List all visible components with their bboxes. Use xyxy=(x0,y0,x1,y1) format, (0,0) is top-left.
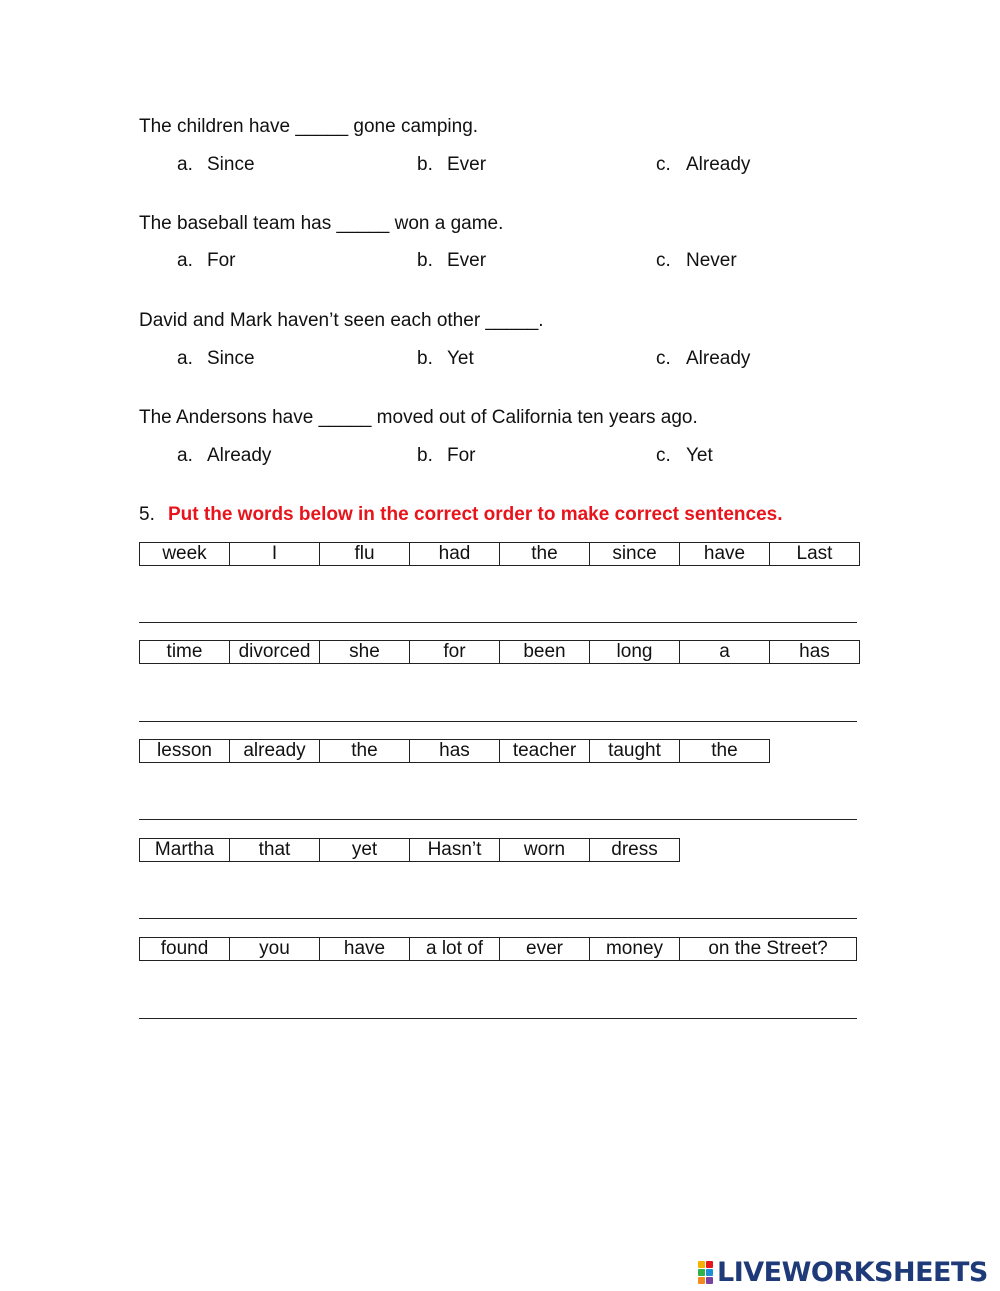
option-text: Ever xyxy=(447,154,487,175)
option-text: Already xyxy=(686,154,751,175)
question-3-option-b[interactable] xyxy=(417,348,474,370)
option-letter: a. xyxy=(177,348,193,369)
logo-block xyxy=(698,1269,705,1276)
word-tile[interactable]: ever xyxy=(500,938,590,961)
word-tile[interactable]: she xyxy=(320,641,410,664)
answer-line-3[interactable] xyxy=(139,819,857,820)
logo-block xyxy=(698,1277,705,1284)
answer-line-2[interactable] xyxy=(139,721,857,722)
logo-block xyxy=(706,1277,713,1284)
word-tile[interactable]: taught xyxy=(590,740,680,763)
word-tile[interactable]: divorced xyxy=(230,641,320,664)
question-2-option-b[interactable] xyxy=(417,250,486,272)
word-tile[interactable]: worn xyxy=(500,839,590,862)
logo-block xyxy=(706,1261,713,1268)
word-tile[interactable]: long xyxy=(590,641,680,664)
option-text: Already xyxy=(686,348,751,369)
word-tile[interactable]: you xyxy=(230,938,320,961)
word-tile[interactable]: the xyxy=(680,740,770,763)
question-4-option-a[interactable] xyxy=(177,445,271,467)
question-3-text: David and Mark haven’t seen each other _____. xyxy=(139,310,544,331)
word-tile[interactable]: lesson xyxy=(140,740,230,763)
word-tile[interactable]: Martha xyxy=(140,839,230,862)
word-tile[interactable]: dress xyxy=(590,839,680,862)
question-3-option-c[interactable] xyxy=(656,348,750,370)
word-tile[interactable]: Hasn’t xyxy=(410,839,500,862)
answer-line-4[interactable] xyxy=(139,918,857,919)
word-tile[interactable]: found xyxy=(140,938,230,961)
option-letter: c. xyxy=(656,348,671,369)
question-2-option-c[interactable] xyxy=(656,250,737,272)
word-tile[interactable]: since xyxy=(590,543,680,566)
word-row-2 xyxy=(139,640,860,664)
word-tile[interactable]: have xyxy=(320,938,410,961)
word-tile[interactable]: the xyxy=(500,543,590,566)
question-3-option-a[interactable] xyxy=(177,348,255,370)
question-4-option-b[interactable] xyxy=(417,445,476,467)
option-text: For xyxy=(447,445,476,466)
word-tile[interactable]: been xyxy=(500,641,590,664)
logo-text: LIVEWORKSHEETS xyxy=(717,1256,988,1288)
word-tile[interactable]: week xyxy=(140,543,230,566)
liveworksheets-logo xyxy=(698,1257,988,1287)
option-letter: a. xyxy=(177,445,193,466)
word-tile[interactable]: the xyxy=(320,740,410,763)
word-tile[interactable]: a lot of xyxy=(410,938,500,961)
question-4-text: The Andersons have _____ moved out of California ten years ago. xyxy=(139,407,698,428)
option-text: Since xyxy=(207,348,255,369)
word-tile[interactable]: that xyxy=(230,839,320,862)
option-text: Never xyxy=(686,250,737,271)
word-row-3 xyxy=(139,739,770,763)
section-5-instruction xyxy=(139,504,783,526)
word-tile[interactable]: teacher xyxy=(500,740,590,763)
option-text: Yet xyxy=(447,348,474,369)
option-text: Ever xyxy=(447,250,487,271)
question-1-option-b[interactable] xyxy=(417,154,486,176)
logo-block xyxy=(698,1261,705,1268)
word-row-5 xyxy=(139,937,857,961)
option-letter: b. xyxy=(417,154,433,175)
word-tile[interactable]: a xyxy=(680,641,770,664)
option-letter: c. xyxy=(656,154,671,175)
answer-line-1[interactable] xyxy=(139,622,857,623)
question-2-option-a[interactable] xyxy=(177,250,236,272)
word-tile[interactable]: I xyxy=(230,543,320,566)
option-letter: b. xyxy=(417,445,433,466)
option-text: For xyxy=(207,250,236,271)
word-tile[interactable]: have xyxy=(680,543,770,566)
question-1-option-a[interactable] xyxy=(177,154,255,176)
question-4-option-c[interactable] xyxy=(656,445,713,467)
instruction-text: Put the words below in the correct order to make correct sentences. xyxy=(168,504,783,525)
option-letter: a. xyxy=(177,250,193,271)
word-tile[interactable]: has xyxy=(410,740,500,763)
word-tile[interactable]: money xyxy=(590,938,680,961)
question-2-text: The baseball team has _____ won a game. xyxy=(139,213,504,234)
word-tile[interactable]: has xyxy=(770,641,860,664)
word-tile[interactable]: already xyxy=(230,740,320,763)
question-1-text: The children have _____ gone camping. xyxy=(139,116,479,137)
option-letter: c. xyxy=(656,250,671,271)
section-number: 5. xyxy=(139,504,155,525)
option-letter: b. xyxy=(417,250,433,271)
option-text: Already xyxy=(207,445,272,466)
option-letter: a. xyxy=(177,154,193,175)
word-tile[interactable]: time xyxy=(140,641,230,664)
word-tile[interactable]: yet xyxy=(320,839,410,862)
word-row-4 xyxy=(139,838,680,862)
logo-block xyxy=(706,1269,713,1276)
liveworksheets-blocks-icon xyxy=(698,1261,713,1284)
word-tile[interactable]: on the Street? xyxy=(680,938,857,961)
word-tile[interactable]: for xyxy=(410,641,500,664)
question-1-option-c[interactable] xyxy=(656,154,750,176)
option-text: Since xyxy=(207,154,255,175)
answer-line-5[interactable] xyxy=(139,1018,857,1019)
option-letter: c. xyxy=(656,445,671,466)
option-letter: b. xyxy=(417,348,433,369)
option-text: Yet xyxy=(686,445,713,466)
word-tile[interactable]: had xyxy=(410,543,500,566)
word-row-1 xyxy=(139,542,860,566)
word-tile[interactable]: Last xyxy=(770,543,860,566)
word-tile[interactable]: flu xyxy=(320,543,410,566)
